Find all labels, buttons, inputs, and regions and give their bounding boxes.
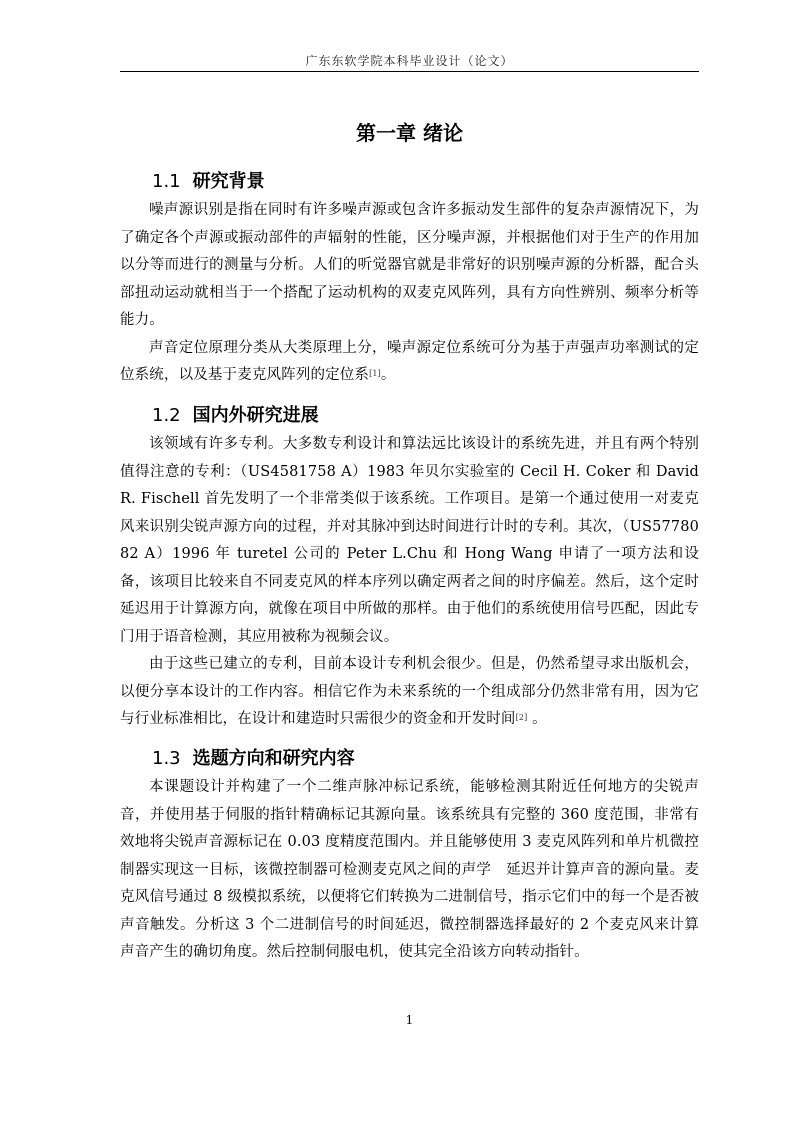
page-number: 1 xyxy=(405,1013,414,1027)
section-topic-direction xyxy=(120,744,699,967)
paragraph-text: 该领域有许多专利。大多数专利设计和算法远比该设计的系统先进，并且有两个特别值得注意的专利：（US4581758 A）1983 年贝尔实验室的 Cecil H. Coker 和 David R. Fischell 首先发明了一个非常类似于该系统。工作项目。是第一个通过使用一对麦克风来识别尖锐声源方向的过程，并对其脉冲到达时间进行计时的专利。其次，（US5778082 A）1996 年 turetel 公司的 Peter L.Chu 和 Hong Wang 申请了一项方法和设备，该项目比较来自不同麦克风的样本序列以确定两者之间的时序偏差。然后，这个定时延迟用于计算源方向，就像在项目中所做的那样。由于他们的系统使用信号匹配，因此专门用于语音检测，其应用被称为视频会议。 xyxy=(120,436,699,645)
section-research-background xyxy=(120,167,699,390)
chapter-title: 第一章 绪论 xyxy=(356,121,463,145)
section-number: 1.3 xyxy=(152,748,181,769)
section-heading xyxy=(152,401,699,431)
section-heading xyxy=(152,167,699,197)
paragraph xyxy=(120,774,699,967)
section-number: 1.2 xyxy=(152,405,181,426)
page-header: 广东东软学院本科毕业设计（论文） xyxy=(305,54,514,68)
paragraph xyxy=(120,431,699,651)
section-title: 研究背景 xyxy=(192,171,265,192)
paragraph xyxy=(120,197,699,335)
paragraph xyxy=(120,651,699,734)
paragraph-tail: 。 xyxy=(380,367,396,383)
section-research-progress xyxy=(120,401,699,734)
section-heading xyxy=(152,744,699,774)
paragraph-text: 噪声源识别是指在同时有许多噪声源或包含许多振动发生部件的复杂声源情况下，为了确定各个声源或振动部件的声辐射的性能，区分噪声源，并根据他们对于生产的作用加以分等而进行的测量与分析。人们的听觉器官就是非常好的识别噪声源的分析器，配合头部扭动运动就相当于一个搭配了运动机构的双麦克风阵列，具有方向性辨别、频率分析等能力。 xyxy=(120,202,699,328)
section-title: 选题方向和研究内容 xyxy=(192,748,355,769)
citation-marker: [1] xyxy=(369,369,381,378)
citation-marker: [2] xyxy=(515,713,528,722)
paragraph-text: 由于这些已建立的专利，目前本设计专利机会很少。但是，仍然希望寻求出版机会，以便分享本设计的工作内容。相信它作为未来系统的一个组成部分仍然非常有用，因为它与行业标准相比，在设计和建造时只需很少的资金和开发时间 xyxy=(120,656,699,727)
paragraph-text: 本课题设计并构建了一个二维声脉冲标记系统，能够检测其附近任何地方的尖锐声音，并使用基于伺服的指针精确标记其源向量。该系统具有完整的 360 度范围，非常有效地将尖锐声音源标记在 0.03 度精度范围内。并且能够使用 3 麦克风阵列和单片机微控制器实现这一目标，该微控制器可检测麦克风之间的声学 延迟并计算声音的源向量。麦克风信号通过 8 级模拟系统，以便将它们转换为二进制信号，指示它们中的每一个是否被声音触发。分析这 3 个二进制信号的时间延迟，微控制器选择最好的 2 个麦克风来计算声音产生的确切角度。然后控制伺服电机，使其完全沿该方向转动指针。 xyxy=(120,779,699,960)
section-title: 国内外研究进展 xyxy=(192,405,319,426)
paragraph-tail: 。 xyxy=(527,711,547,727)
header-rule xyxy=(120,71,699,72)
paragraph xyxy=(120,335,699,390)
section-number: 1.1 xyxy=(152,171,181,192)
paragraph-text: 声音定位原理分类从大类原理上分，噪声源定位系统可分为基于声强声功率测试的定位系统，以及基于麦克风阵列的定位系 xyxy=(120,339,699,383)
